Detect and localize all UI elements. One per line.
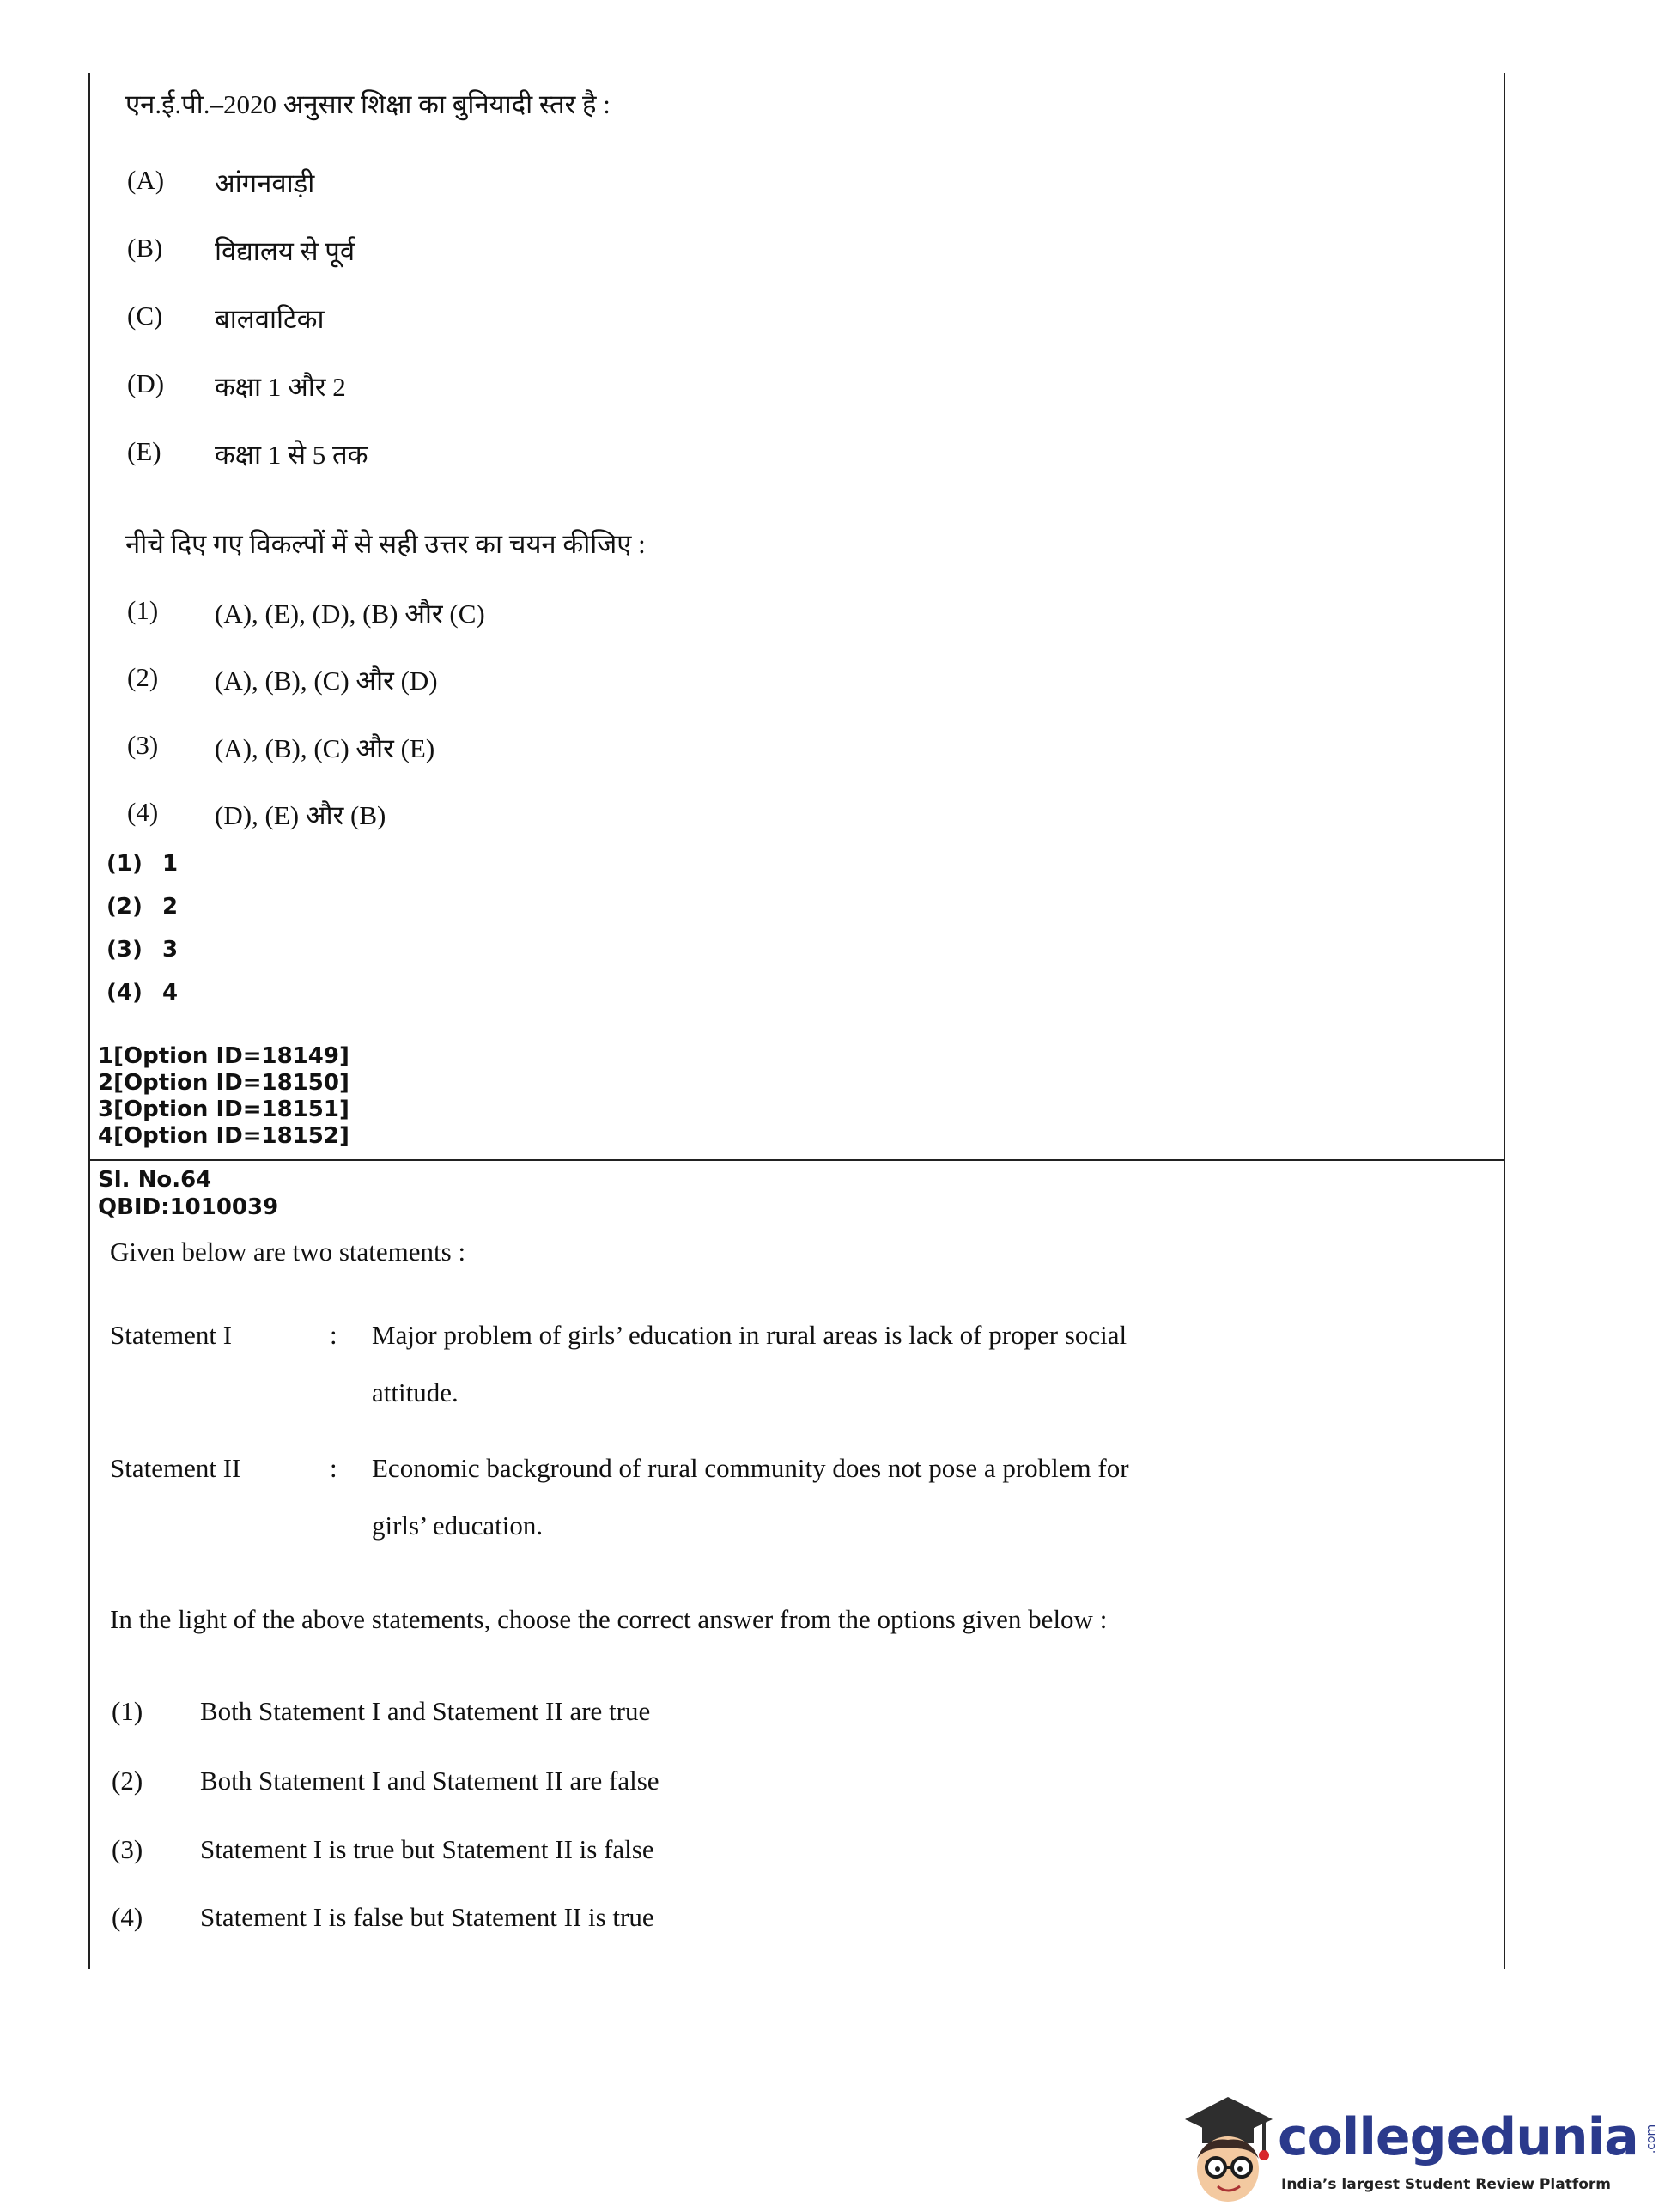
option-label: (1): [112, 1696, 143, 1726]
q64-stem: Given below are two statements :: [110, 1237, 466, 1267]
option-label: (3): [112, 1834, 143, 1864]
option-id-2: 2[Option ID=18150]: [98, 1070, 349, 1096]
item-label: (C): [127, 301, 163, 331]
answer-choice-value: 2: [162, 894, 179, 920]
item-text: कक्षा 1 से 5 तक: [215, 440, 368, 470]
question-divider: [88, 1159, 1505, 1161]
logo-brand: collegedunia: [1278, 2107, 1638, 2167]
option-id-4: 4[Option ID=18152]: [98, 1123, 349, 1149]
qbid: QBID:1010039: [98, 1194, 279, 1220]
answer-choice-value: 4: [162, 980, 179, 1006]
serial-number: Sl. No.64: [98, 1167, 212, 1193]
option-id-1: 1[Option ID=18149]: [98, 1043, 349, 1069]
item-label: (A): [127, 165, 165, 195]
option-text: (A), (E), (D), (B) और (C): [215, 599, 485, 629]
item-label: (B): [127, 233, 163, 263]
q63-stem: एन.ई.पी.–2020 अनुसार शिक्षा का बुनियादी स्तर है :: [125, 89, 611, 119]
statement-colon: :: [330, 1453, 337, 1483]
logo-suffix: .com: [1644, 2124, 1658, 2154]
option-label: (2): [112, 1765, 143, 1796]
statement-colon: :: [330, 1320, 337, 1350]
item-text: कक्षा 1 और 2: [215, 372, 346, 402]
statement-label: Statement I: [110, 1320, 233, 1350]
statement-label: Statement II: [110, 1453, 241, 1483]
option-label: (2): [127, 662, 159, 692]
option-text: (D), (E) और (B): [215, 800, 386, 830]
item-text: बालवाटिका: [215, 304, 325, 334]
mascot-icon: [1168, 2087, 1279, 2207]
q64-instruction: In the light of the above statements, choose the correct answer from the options given below :: [110, 1604, 1108, 1634]
answer-choice-value: 1: [162, 851, 179, 877]
answer-choice-label: (2): [106, 894, 143, 920]
statement-text-line1: Economic background of rural community does not pose a problem for: [372, 1453, 1129, 1483]
option-id-3: 3[Option ID=18151]: [98, 1097, 349, 1122]
option-text: Statement I is false but Statement II is true: [200, 1902, 654, 1932]
collegedunia-logo: [1168, 2087, 1658, 2207]
statement-text-line2: attitude.: [372, 1377, 459, 1407]
item-text: विद्यालय से पूर्व: [215, 236, 355, 266]
right-border: [1504, 73, 1505, 1969]
option-label: (1): [127, 595, 159, 625]
option-label: (3): [127, 730, 159, 760]
option-text: (A), (B), (C) और (E): [215, 733, 435, 763]
answer-choice-label: (4): [106, 980, 143, 1006]
q63-instruction: नीचे दिए गए विकल्पों में से सही उत्तर का चयन कीजिए :: [125, 529, 646, 559]
statement-text-line1: Major problem of girls’ education in rural areas is lack of proper social: [372, 1320, 1127, 1350]
option-text: (A), (B), (C) और (D): [215, 665, 438, 696]
statement-text-line2: girls’ education.: [372, 1510, 544, 1540]
left-border: [88, 73, 90, 1969]
item-label: (E): [127, 436, 161, 466]
answer-choice-label: (3): [106, 937, 143, 963]
option-label: (4): [127, 797, 159, 827]
answer-choice-label: (1): [106, 851, 143, 877]
item-label: (D): [127, 368, 165, 398]
item-text: आंगनवाड़ी: [215, 168, 315, 198]
option-text: Both Statement I and Statement II are true: [200, 1696, 651, 1726]
option-text: Both Statement I and Statement II are false: [200, 1765, 659, 1796]
answer-choice-value: 3: [162, 937, 179, 963]
option-text: Statement I is true but Statement II is false: [200, 1834, 654, 1864]
option-label: (4): [112, 1902, 143, 1932]
logo-tagline: India’s largest Student Review Platform: [1281, 2176, 1611, 2193]
